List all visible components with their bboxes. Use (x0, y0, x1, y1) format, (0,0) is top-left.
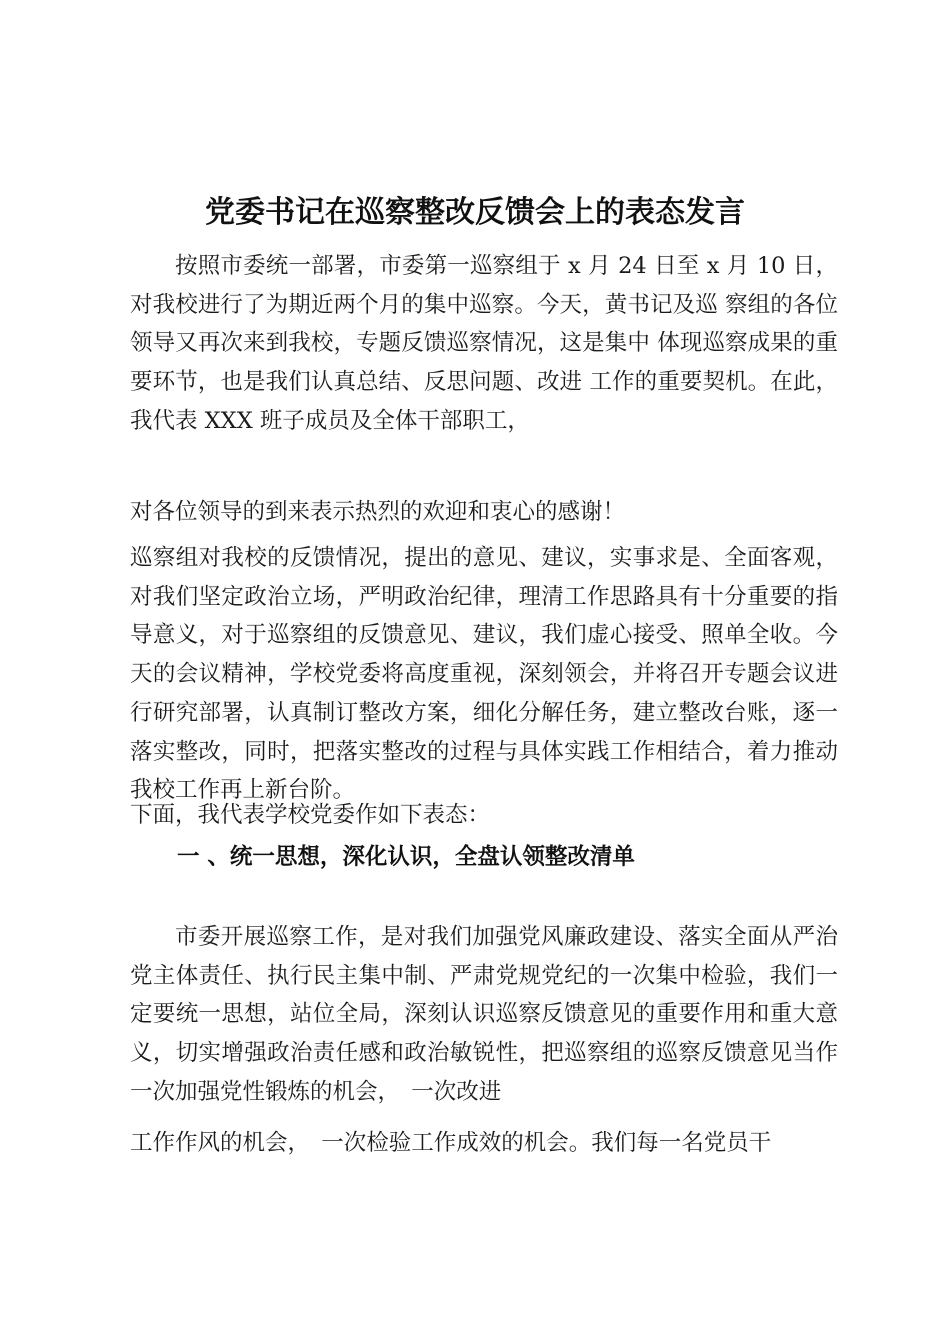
paragraph-section-1-body: 市委开展巡察工作，是对我们加强党风廉政建设、落实全面从严治党主体责任、执行民主集中制、严肃党规党纪的一次集中检验，我们一定要统一思想，站位全局，深刻认识巡察反馈意见的重要作用和重大意义，切实增强政治责任感和政治敏锐性，把巡察组的巡察反馈意见当作一次加强党性锻炼的机会， 一次改进 (130, 924, 838, 1105)
paragraph-feedback: 巡察组对我校的反馈情况，提出的意见、建议，实事求是、全面客观，对我们坚定政治立场，严明政治纪律，理清工作思路具有十分重要的指导意义，对于巡察组的反馈意见、建议，我们虚心接受、照单全收。今天的会议精神，学校党委将高度重视，深刻领会，并将召开专题会议进行研究部署，认真制订整改方案，细化分解任务，建立整改台账，逐一落实整改，同时，把落实整改的过程与具体实践工作相结合，着力推动我校工作再上新台阶。 (130, 545, 838, 804)
paragraph-statement-intro: 下面，我代表学校党委作如下表态： (130, 802, 491, 828)
document-title: 党委书记在巡察整改反馈会上的表态发言 (205, 195, 745, 230)
paragraph-thanks: 对各位领导的到来表示热烈的欢迎和衷心的感谢！ (130, 499, 626, 525)
paragraph-section-1-continued: 工作作风的机会， 一次检验工作成效的机会。我们每一名党员干 (130, 1130, 772, 1156)
section-heading-1: 一 、统一思想，深化认识，全盘认领整改清单 (177, 844, 635, 870)
paragraph-opening: 按照市委统一部署，市委第一巡察组于 x 月 24 日至 x 月 10 日，对我校进行了为期近两个月的集中巡察。今天，黄书记及巡 察组的各位领导又再次来到我校，专题反馈巡察情况，这是集中 体现巡察成果的重要环节，也是我们认真总结、反思问题、改进 工作的重要契机。在此，我代表 XXX 班子成员及全体干部职工， (130, 253, 838, 434)
